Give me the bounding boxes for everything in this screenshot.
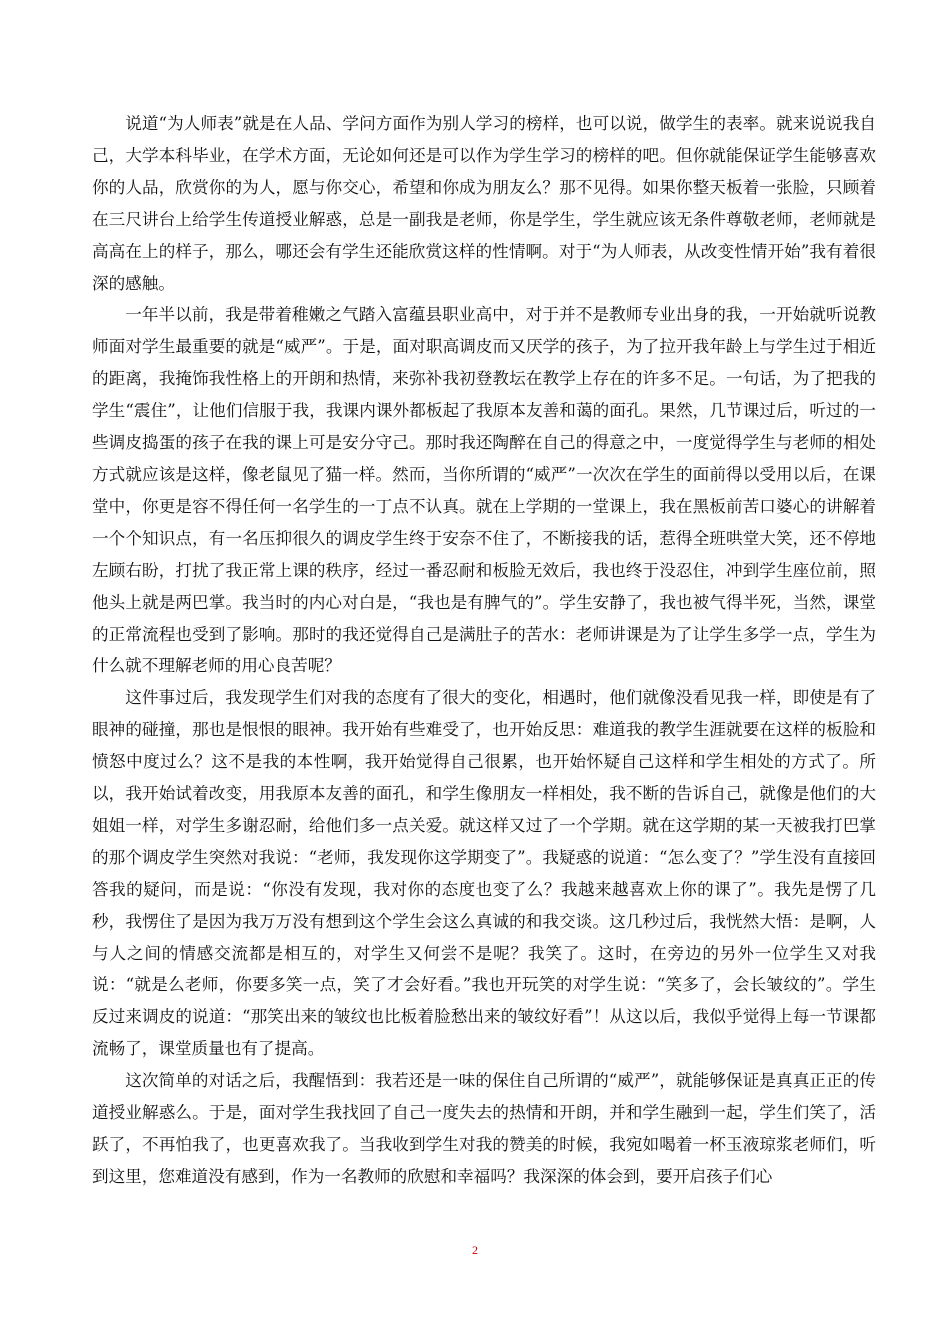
paragraph-3: 这件事过后，我发现学生们对我的态度有了很大的变化，相遇时，他们就像没看见我一样，即使是有了眼神的碰撞，那也是恨恨的眼神。我开始有些难受了，也开始反思：难道我的教学生涯就要在这样的板脸和愤怒中度过么？这不是我的本性啊，我开始觉得自己很累，也开始怀疑自己这样和学生相处的方式了。所以，我开始试着改变，用我原本友善的面孔，和学生像朋友一样相处，我不断的告诉自己，就像是他们的大姐姐一样，对学生多谢忍耐，给他们多一点关爱。就这样又过了一个学期。就在这学期的某一天被我打巴掌的那个调皮学生突然对我说：“老师，我发现你这学期变了”。我疑惑的说道：“怎么变了？”学生没有直接回答我的疑问，而是说：“你没有发现，我对你的态度也变了么？我越来越喜欢上你的课了”。我先是愣了几秒，我愣住了是因为我万万没有想到这个学生会这么真诚的和我交谈。这几秒过后，我恍然大悟：是啊，人与人之间的情感交流都是相互的，对学生又何尝不是呢？我笑了。这时，在旁边的另外一位学生又对我说：“就是么老师，你要多笑一点，笑了才会好看。”我也开玩笑的对学生说：“笑多了，会长皱纹的”。学生反过来调皮的说道：“那笑出来的皱纹也比板着脸愁出来的皱纹好看”！从这以后，我似乎觉得上每一节课都流畅了，课堂质量也有了提高。 <box>92 688 876 1059</box>
paragraph-2: 一年半以前，我是带着稚嫩之气踏入富蕴县职业高中，对于并不是教师专业出身的我，一开始就听说教师面对学生最重要的就是“威严”。于是，面对职高调皮而又厌学的孩子，为了拉开我年龄上与学生过于相近的距离，我掩饰我性格上的开朗和热情，来弥补我初登教坛在教学上存在的许多不足。一句话，为了把我的学生“震住”，让他们信服于我，我课内课外都板起了我原本友善和蔼的面孔。果然，几节课过后，听过的一些调皮捣蛋的孩子在我的课上可是安分守己。那时我还陶醉在自己的得意之中，一度觉得学生与老师的相处方式就应该是这样，像老鼠见了猫一样。然而，当你所谓的“威严”一次次在学生的面前得以受用以后，在课堂中，你更是容不得任何一名学生的一丁点不认真。就在上学期的一堂课上，我在黑板前苦口婆心的讲解着一个个知识点，有一名压抑很久的调皮学生终于安奈不住了，不断接我的话，惹得全班哄堂大笑，还不停地左顾右盼，打扰了我正常上课的秩序，经过一番忍耐和板脸无效后，我也终于没忍住，冲到学生座位前，照他头上就是两巴掌。我当时的内心对白是，“我也是有脾气的”。学生安静了，我也被气得半死，当然，课堂的正常流程也受到了影响。那时的我还觉得自己是满肚子的苦水：老师讲课是为了让学生多学一点，学生为什么就不理解老师的用心良苦呢？ <box>92 305 876 676</box>
paragraph-4: 这次简单的对话之后，我醒悟到：我若还是一味的保住自己所谓的“威严”，就能够保证是真真正正的传道授业解惑么。于是，面对学生我找回了自己一度失去的热情和开朗，并和学生融到一起，学生们笑了，活跃了，不再怕我了，也更喜欢我了。当我收到学生对我的赞美的时候，我宛如喝着一杯玉液琼浆老师们，听到这里，您难道没有感到，作为一名教师的欣慰和幸福吗？我深深的体会到，要开启孩子们心 <box>92 1071 876 1186</box>
paragraph-1: 说道“为人师表”就是在人品、学问方面作为别人学习的榜样，也可以说，做学生的表率。就来说说我自己，大学本科毕业，在学术方面，无论如何还是可以作为学生学习的榜样的吧。但你就能保证学生能够喜欢你的人品，欣赏你的为人，愿与你交心，希望和你成为朋友么？那不见得。如果你整天板着一张脸，只顾着在三尺讲台上给学生传道授业解惑，总是一副我是老师，你是学生，学生就应该无条件尊敬老师，老师就是高高在上的样子，那么，哪还会有学生还能欣赏这样的性情啊。对于“为人师表，从改变性情开始”我有着很深的感触。 <box>92 114 876 293</box>
page-number: 2 <box>472 1243 478 1257</box>
document-body <box>92 108 876 1193</box>
